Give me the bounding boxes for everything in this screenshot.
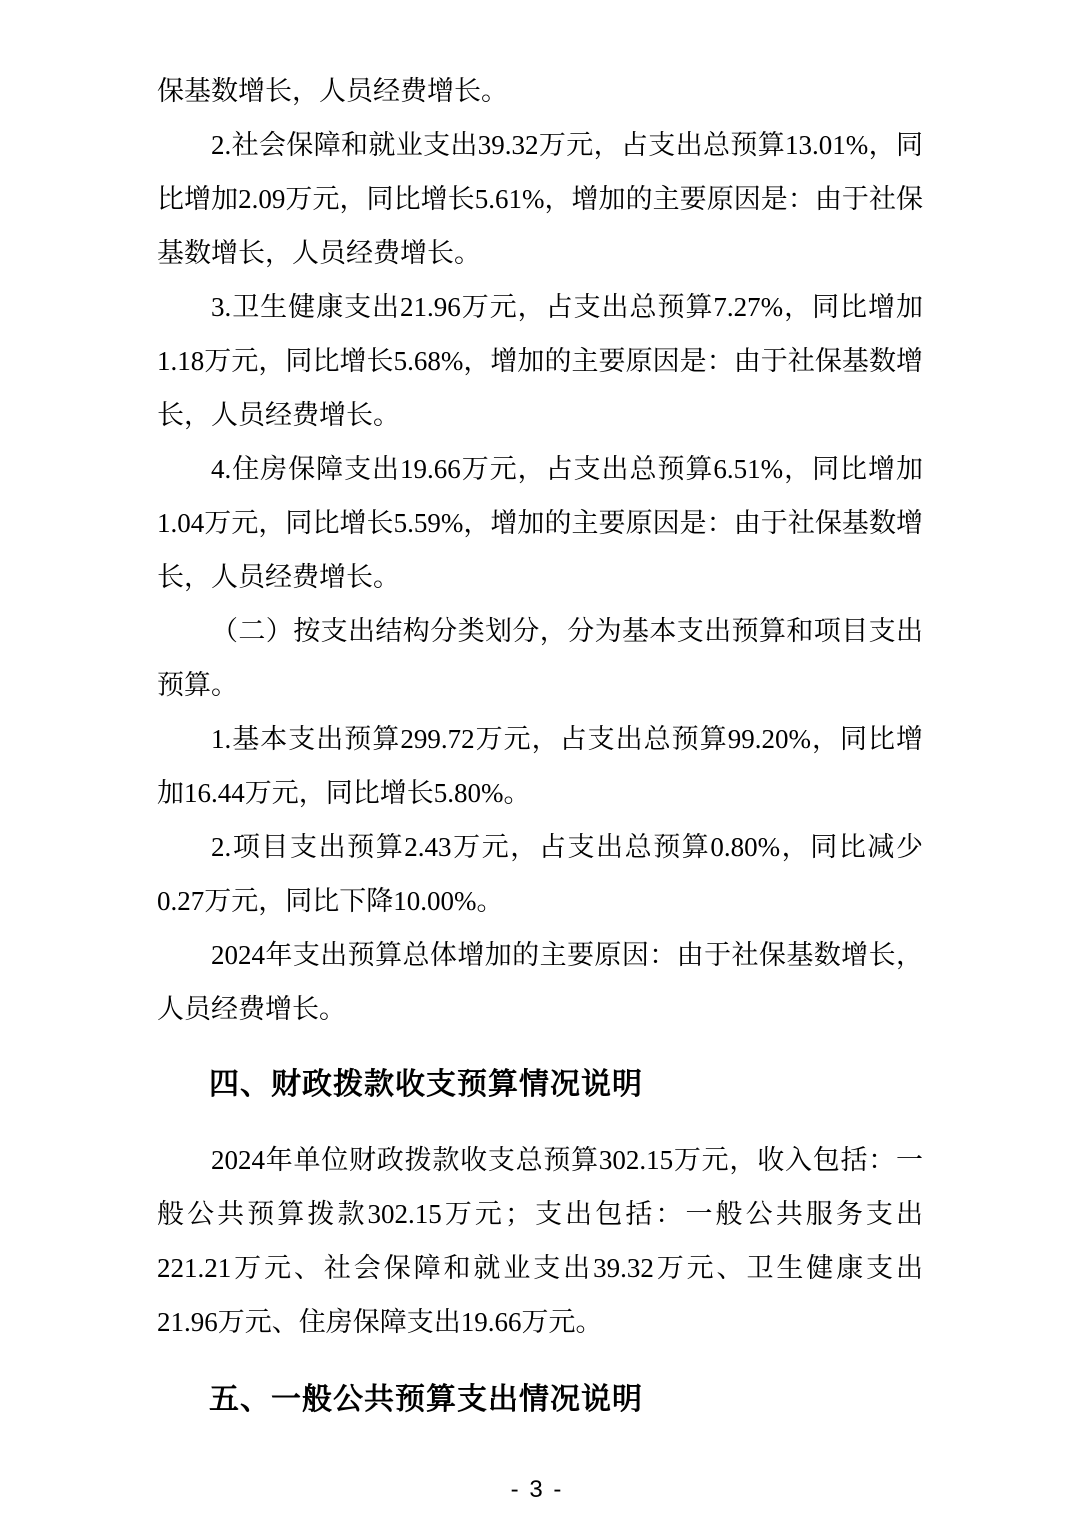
text-line: 加16.44万元，同比增长5.80%。 — [157, 778, 531, 808]
paragraph — [157, 820, 923, 928]
text-line: 比增加2.09万元，同比增长5.61%，增加的主要原因是：由于社保 — [157, 184, 923, 214]
paragraph — [157, 280, 923, 442]
paragraph — [157, 118, 923, 280]
text-line: 0.27万元，同比下降10.00%。 — [157, 886, 504, 916]
text-line: 1.18万元，同比增长5.68%，增加的主要原因是：由于社保基数增 — [157, 346, 923, 376]
text-line: 般公共预算拨款302.15万元；支出包括：一般公共服务支出 — [157, 1199, 923, 1229]
page-number: - 3 - — [510, 1476, 564, 1503]
paragraph — [157, 1133, 923, 1349]
paragraph — [157, 928, 923, 1036]
text-line: 预算。 — [157, 670, 238, 700]
text-line: 长，人员经费增长。 — [157, 562, 400, 592]
text-line: 基数增长，人员经费增长。 — [157, 238, 481, 268]
text-line: 2024年单位财政拨款收支总预算302.15万元，收入包括：一 — [211, 1145, 923, 1175]
text-line: （二）按支出结构分类划分，分为基本支出预算和项目支出 — [211, 616, 923, 646]
paragraph — [157, 64, 923, 118]
text-line: 1.04万元，同比增长5.59%，增加的主要原因是：由于社保基数增 — [157, 508, 923, 538]
text-line: 4.住房保障支出19.66万元，占支出总预算6.51%，同比增加 — [211, 454, 923, 484]
paragraph — [157, 604, 923, 712]
text-line: 保基数增长，人员经费增长。 — [157, 76, 508, 106]
text-line: 2.项目支出预算2.43万元，占支出总预算0.80%，同比减少 — [211, 832, 923, 862]
document-body — [157, 64, 923, 1427]
paragraph — [157, 442, 923, 604]
text-line: 2024年支出预算总体增加的主要原因：由于社保基数增长， — [211, 940, 923, 970]
text-line: 3.卫生健康支出21.96万元，占支出总预算7.27%，同比增加 — [211, 292, 923, 322]
text-line: 1.基本支出预算299.72万元，占支出总预算99.20%，同比增 — [211, 724, 923, 754]
section-heading-4: 四、财政拨款收支预算情况说明 — [209, 1068, 643, 1101]
text-line: 2.社会保障和就业支出39.32万元，占支出总预算13.01%，同 — [211, 130, 923, 160]
text-line: 221.21万元、社会保障和就业支出39.32万元、卫生健康支出 — [157, 1253, 923, 1283]
text-line: 人员经费增长。 — [157, 994, 346, 1024]
text-line: 长，人员经费增长。 — [157, 400, 400, 430]
text-line: 21.96万元、住房保障支出19.66万元。 — [157, 1307, 603, 1337]
paragraph — [157, 712, 923, 820]
section-heading-5: 五、一般公共预算支出情况说明 — [209, 1383, 643, 1416]
